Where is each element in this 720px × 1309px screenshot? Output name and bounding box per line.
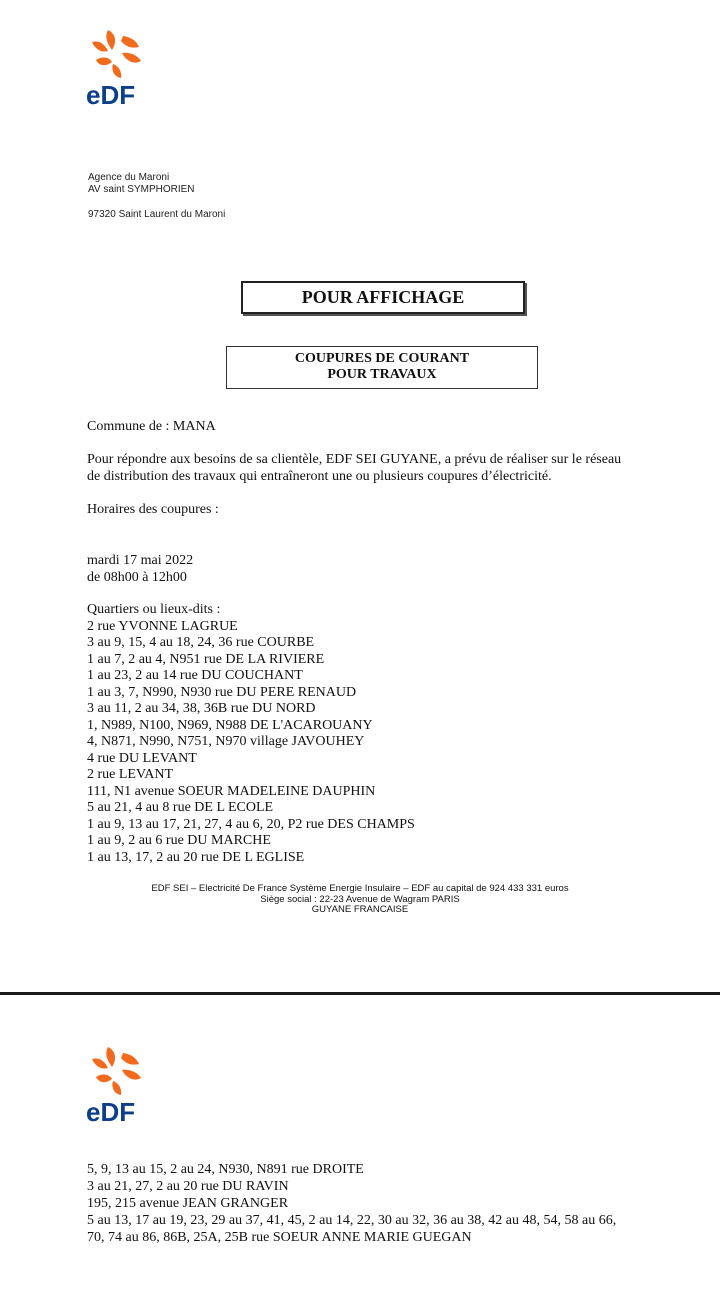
list-item: 195, 215 avenue JEAN GRANGER xyxy=(87,1196,289,1211)
intro-paragraph xyxy=(87,451,621,485)
display-banner: POUR AFFICHAGE xyxy=(241,281,525,314)
edf-flame-icon xyxy=(86,1045,148,1097)
subject-box xyxy=(226,346,538,389)
edf-logo xyxy=(86,28,152,108)
list-item: 4 rue DU LEVANT xyxy=(87,750,197,766)
list-item: 4, N871, N990, N751, N970 village JAVOUHEY xyxy=(87,734,365,749)
intro-line-2: de distribution des travaux qui entraîneront une ou plusieurs coupures d’électricité. xyxy=(87,469,552,484)
agency-name: Agence du Maroni xyxy=(88,172,170,183)
list-item: 1, N989, N100, N969, N988 DE L'ACAROUANY xyxy=(87,717,373,733)
areas-label: Quartiers ou lieux-dits : xyxy=(87,602,221,617)
agency-address xyxy=(88,172,195,196)
areas-list xyxy=(87,602,415,866)
schedule-label: Horaires des coupures : xyxy=(87,502,219,517)
edf-wordmark: eDF xyxy=(86,80,136,110)
list-item: 111, N1 avenue SOEUR MADELEINE DAUPHIN xyxy=(87,783,376,799)
areas-list-page-2 xyxy=(87,1161,616,1246)
list-item: 1 au 9, 2 au 6 rue DU MARCHE xyxy=(87,833,271,848)
list-item: 5 au 21, 4 au 8 rue DE L ECOLE xyxy=(87,800,274,815)
list-item: 1 au 23, 2 au 14 rue DU COUCHANT xyxy=(87,668,303,683)
edf-wordmark: eDF xyxy=(86,1097,136,1127)
page-divider xyxy=(0,992,720,995)
list-item: 2 rue LEVANT xyxy=(87,767,174,782)
outage-date: mardi 17 mai 2022 xyxy=(87,553,194,568)
subject-line-2: POUR TRAVAUX xyxy=(327,367,437,382)
list-item: 5, 9, 13 au 15, 2 au 24, N930, N891 rue DROITE xyxy=(87,1162,364,1177)
edf-flame-icon xyxy=(86,28,148,80)
list-item: 1 au 3, 7, N990, N930 rue DU PERE RENAUD xyxy=(87,684,357,700)
agency-street: AV saint SYMPHORIEN xyxy=(88,184,195,195)
intro-line-1: Pour répondre aux besoins de sa clientèle, EDF SEI GUYANE, a prévu de réaliser sur le réseau xyxy=(87,452,622,467)
list-item: 1 au 9, 13 au 17, 21, 27, 4 au 6, 20, P2 rue DES CHAMPS xyxy=(87,816,415,832)
edf-logo-page-2 xyxy=(86,1045,152,1125)
footer-line-1: EDF SEI – Electricité De France Système Energie Insulaire – EDF au capital de 924 433 331 euros xyxy=(151,883,569,894)
company-footer xyxy=(0,884,720,916)
subject-line-1: COUPURES DE COURANT xyxy=(294,351,470,366)
list-item: 5 au 13, 17 au 19, 23, 29 au 37, 41, 45, 2 au 14, 22, 30 au 32, 36 au 38, 42 au 48, 54, 58 au 66, xyxy=(87,1213,617,1228)
list-item: 3 au 11, 2 au 34, 38, 36B rue DU NORD xyxy=(87,701,316,716)
list-item: 3 au 21, 27, 2 au 20 rue DU RAVIN xyxy=(87,1179,289,1194)
footer-line-2: Siège social : 22-23 Avenue de Wagram PARIS xyxy=(260,893,460,905)
list-item: 70, 74 au 86, 86B, 25A, 25B rue SOEUR ANNE MARIE GUEGAN xyxy=(87,1230,472,1245)
footer-line-3: GUYANE FRANCAISE xyxy=(311,904,409,915)
commune-line: Commune de : MANA xyxy=(87,419,216,434)
list-item: 3 au 9, 15, 4 au 18, 24, 36 rue COURBE xyxy=(87,635,315,650)
list-item: 1 au 7, 2 au 4, N951 rue DE LA RIVIERE xyxy=(87,651,325,667)
agency-city: 97320 Saint Laurent du Maroni xyxy=(88,209,226,220)
outage-time: de 08h00 à 12h00 xyxy=(87,570,187,585)
list-item: 1 au 13, 17, 2 au 20 rue DE L EGLISE xyxy=(87,849,305,865)
list-item: 2 rue YVONNE LAGRUE xyxy=(87,618,238,634)
